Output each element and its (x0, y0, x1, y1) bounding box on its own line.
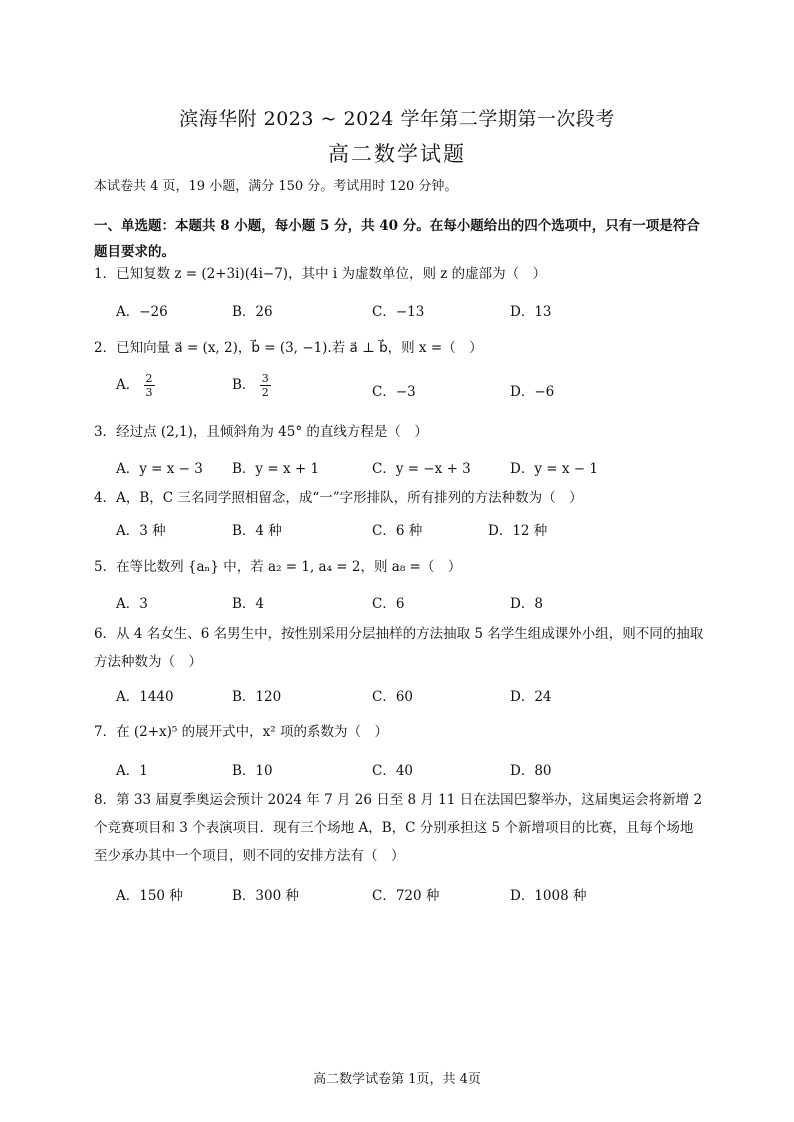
option-b: B．4 (232, 596, 265, 612)
option-a: A．150 种 (116, 888, 183, 904)
denominator: 2 (261, 386, 269, 399)
question-8-options (116, 884, 676, 906)
option-d: D．80 (510, 763, 552, 779)
option-c: C．y = −x + 3 (372, 461, 471, 477)
option-b (232, 372, 271, 399)
numerator: 2 (145, 372, 153, 385)
question-3-stem: 3．经过点 (2,1)，且倾斜角为 45° 的直线方程是（ ） (94, 424, 428, 440)
option-a: A．3 (116, 596, 148, 612)
option-d: D．−6 (510, 384, 555, 400)
option-b: B．10 (232, 763, 273, 779)
question-5-stem: 5．在等比数列 {aₙ} 中，若 a₂ = 1, a₄ = 2，则 a₈ =（ ） (94, 559, 462, 575)
option-d: D．8 (510, 596, 543, 612)
question-6-stem: 6．从 4 名女生、6 名男生中，按性别采用分层抽样的方法抽取 5 名学生组成课外小组，则不同的抽取方法种数为（ ） (94, 626, 704, 670)
exam-title: 滨海华附 2023 ~ 2024 学年第二学期第一次段考 (179, 108, 615, 130)
option-a: A．y = x − 3 (116, 461, 203, 477)
fraction (260, 372, 271, 399)
option-a: A．1 (116, 763, 148, 779)
option-b: B．4 种 (232, 523, 282, 539)
option-b-label: B． (232, 377, 256, 393)
denominator: 3 (145, 386, 153, 399)
option-a: A．3 种 (116, 523, 166, 539)
question-6-options (116, 685, 676, 707)
option-c: C．−3 (372, 384, 416, 400)
question-7-stem: 7．在 (2+x)⁵ 的展开式中，x² 项的系数为（ ） (94, 724, 388, 740)
option-c: C．40 (372, 763, 414, 779)
question-8-stem: 8．第 33 届夏季奥运会预计 2024 年 7 月 26 日至 8 月 11 日在法国巴黎举办，这届奥运会将新增 2 个竞赛项目和 3 个表演项目．现有三个场地 A，B，C 分别承担这 5 个新增项目的比赛，且每个场地至少承办其中一个项目，则不同的安排方法有（ ） (94, 792, 703, 864)
question-5-options (116, 592, 676, 614)
question-2-options (116, 372, 676, 406)
option-c: C．720 种 (372, 888, 440, 904)
option-d: D．1008 种 (510, 888, 587, 904)
exam-subtitle: 高二数学试题 (328, 142, 466, 166)
option-a: A．1440 (116, 689, 174, 705)
section-heading: 一、单选题：本题共 8 小题，每小题 5 分，共 40 分。在每小题给出的四个选项中，只有一项是符合题目要求的。 (94, 218, 700, 260)
option-c: C．−13 (372, 304, 425, 320)
option-d: D．12 种 (488, 523, 548, 539)
question-7-options (116, 759, 676, 781)
page-footer: 高二数学试卷第 1页，共 4页 (313, 1072, 481, 1087)
option-d: D．13 (510, 304, 552, 320)
question-4-options (116, 519, 676, 541)
fraction (144, 372, 155, 399)
question-1-options (116, 300, 676, 322)
exam-intro: 本试卷共 4 页，19 小题，满分 150 分。考试用时 120 分钟。 (94, 179, 458, 194)
option-a-label: A． (116, 377, 140, 393)
option-c: C．6 (372, 596, 405, 612)
option-b: B．26 (232, 304, 273, 320)
option-b: B．300 种 (232, 888, 299, 904)
option-c: C．60 (372, 689, 414, 705)
option-c: C．6 种 (372, 523, 423, 539)
option-b: B．120 (232, 689, 282, 705)
question-2-stem: 2．已知向量 a⃗ = (x, 2)，b⃗ = (3, −1).若 a⃗ ⊥ b⃗，则 x =（ ） (94, 340, 483, 356)
option-a (116, 372, 155, 399)
question-4-stem: 4．A，B，C 三名同学照相留念，成“一”字形排队，所有排列的方法种数为（ ） (94, 490, 583, 506)
option-d: D．y = x − 1 (510, 461, 598, 477)
option-d: D．24 (510, 689, 552, 705)
question-1-stem: 1．已知复数 z = (2+3i)(4i−7)，其中 i 为虚数单位，则 z 的虚部为（ ） (94, 266, 547, 282)
question-3-options (116, 457, 676, 479)
option-b: B．y = x + 1 (232, 461, 320, 477)
option-a: A．−26 (116, 304, 168, 320)
numerator: 3 (261, 372, 269, 385)
